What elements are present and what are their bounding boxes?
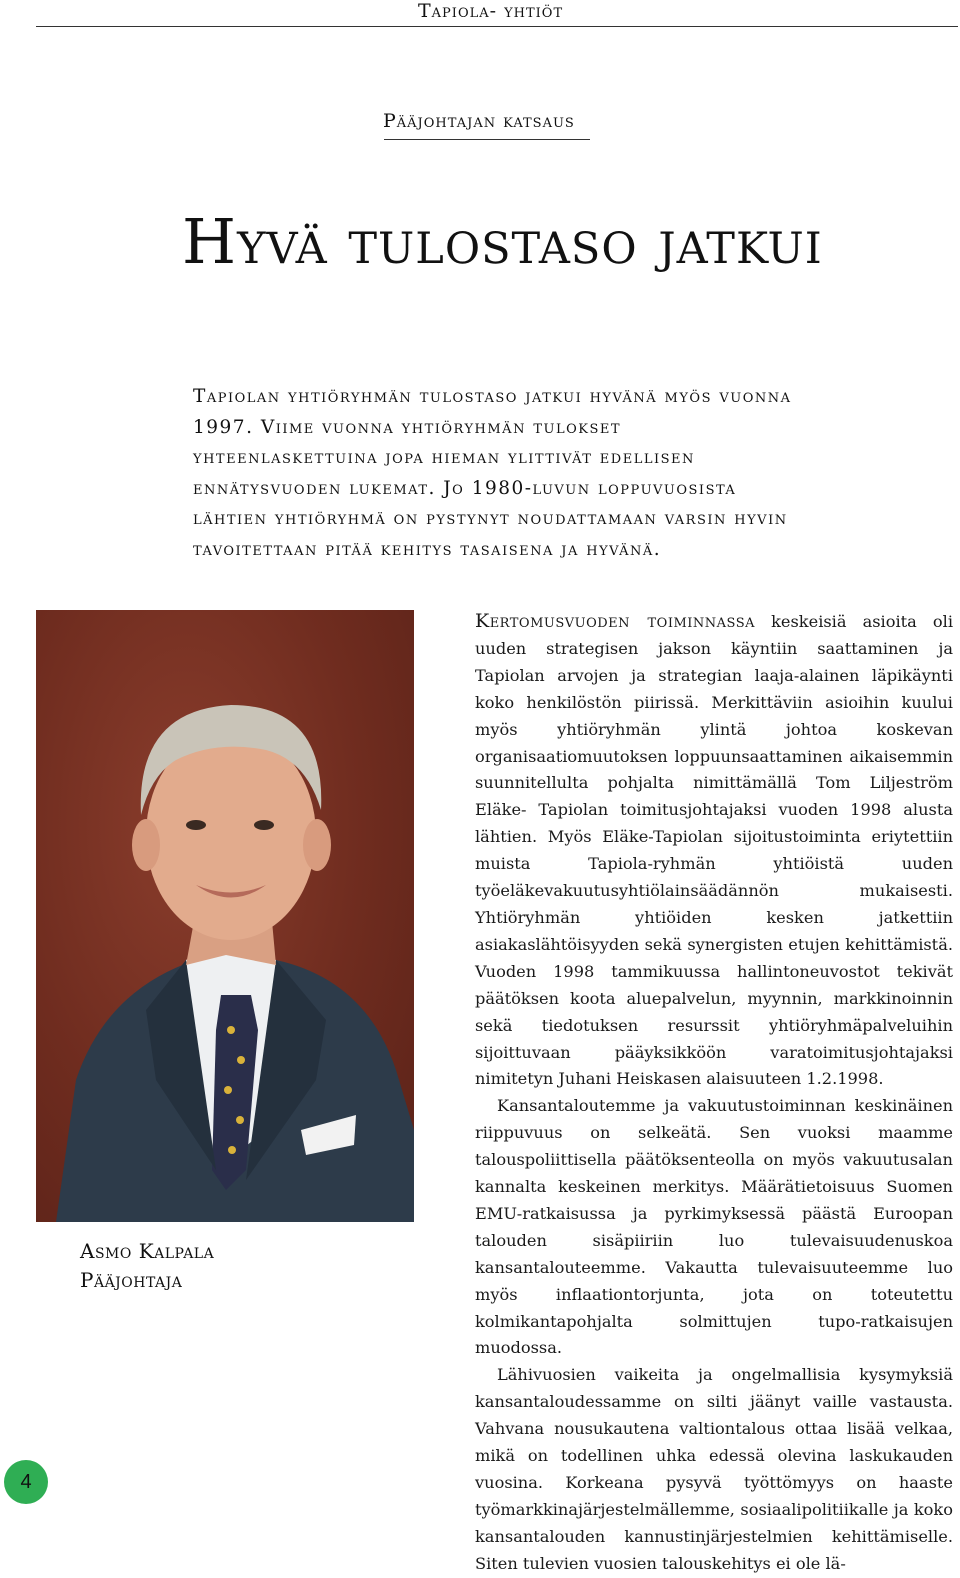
portrait-photo <box>36 610 414 1222</box>
body-text <box>475 608 953 1578</box>
body-paragraph-2: Kansantaloutemme ja vakuutustoiminnan keskinäinen riippuvuus on selkeätä. Sen vuoksi maamme talouspoliittisella päätöksenteolla on myös vakuutusalan kannalta keskeinen merkitys. Määrätietoisuus Suomen EMU-ratkaisussa ja pyrkimyksessä päästä Euroopan talouden sisäpiiriin luo tulevaisuudenuskoa kansantalouteemme. Vakautta tulevaisuuteemme luo myös inflaationtorjunta, jota on toteutettu kolmikantapohjalta solmittujen tupo-ratkaisujen muodossa. <box>475 1096 953 1358</box>
body-paragraph-1 <box>475 608 953 1093</box>
caption-role: Pääjohtaja <box>80 1268 183 1292</box>
body-paragraph-1-text: keskeisiä asioita oli uuden strategisen jakson käyntiin saattaminen ja Tapiolan arvojen ja strategian laaja-alainen läpikäynti koko henkilöstön piirissä. Merkittäviin asioihin kuului myös yhtiöryhmän ylintä johtoa koskevan organisaatiomuutoksen loppuunsaattaminen aikaisemmin suunnitellulta pohjalta nimittämällä Tom Liljeström Eläke- Tapiolan toimitusjohtajaksi vuoden 1998 alusta lähtien. Myös Eläke-Tapiolan sijoitustoiminta eriytettiin muista Tapiola-ryhmän yhtiöistä uuden työeläkevakuutusyhtiölainsäädännön mukaisesti. Yhtiöryhmän yhtiöiden kesken jatkettiin asiakaslähtöisyyden sekä synergisten etujen kehittämistä. Vuoden 1998 tammikuussa hallintoneuvostot tekivät päätöksen koota aluepalvelun, myynnin, markkinoinnin sekä tiedotuksen resurssit yhtiöryhmäpalveluihin sijoittuvaan pääyksikköön varatoimitusjohtajaksi nimitetyn Juhani Heiskasen alaisuuteen 1.2.1998. <box>475 612 953 1089</box>
body-paragraph-3: Lähivuosien vaikeita ja ongelmallisia kysymyksiä kansantaloudessamme on silti jäänyt vaille vastausta. Vahvana nousukautena valtiontalous ottaa lisää velkaa, mikä on todellinen uhka edessä olevina laskukauden vuosina. Korkeana pysyvä työttömyys on haaste työmarkkinajärjestelmällemme, sosiaalipolitiikalle ja koko kansantalouden kannustinjärjestelmien kehittämiselle. Siten tulevien vuosien talouskehitys ei ole lä- <box>475 1365 953 1573</box>
body-lead-in: Kertomusvuoden toiminnassa <box>475 610 756 632</box>
section-rule <box>384 139 590 140</box>
page-title: Hyvä tulostaso jatkui <box>182 205 823 278</box>
page-number: 4 <box>4 1460 48 1504</box>
lead-paragraph: Tapiolan yhtiöryhmän tulostaso jatkui hyvänä myös vuonna 1997. Viime vuonna yhtiöryhmän tulokset yhteenlaskettuina jopa hieman ylittivät edellisen ennätysvuoden lukemat. Jo 1980-luvun loppuvuosista lähtien yhtiöryhmä on pystynyt noudattamaan varsin hyvin tavoitettaan pitää kehitys tasaisena ja hyvänä. <box>193 386 792 560</box>
header-rule <box>36 26 958 27</box>
photo-caption <box>80 1237 214 1295</box>
portrait-illustration <box>36 610 414 1222</box>
section-label: Pääjohtajan katsaus <box>383 110 575 132</box>
caption-name: Asmo Kalpala <box>80 1239 215 1263</box>
running-header: Tapiola- yhtiöt <box>418 0 564 22</box>
